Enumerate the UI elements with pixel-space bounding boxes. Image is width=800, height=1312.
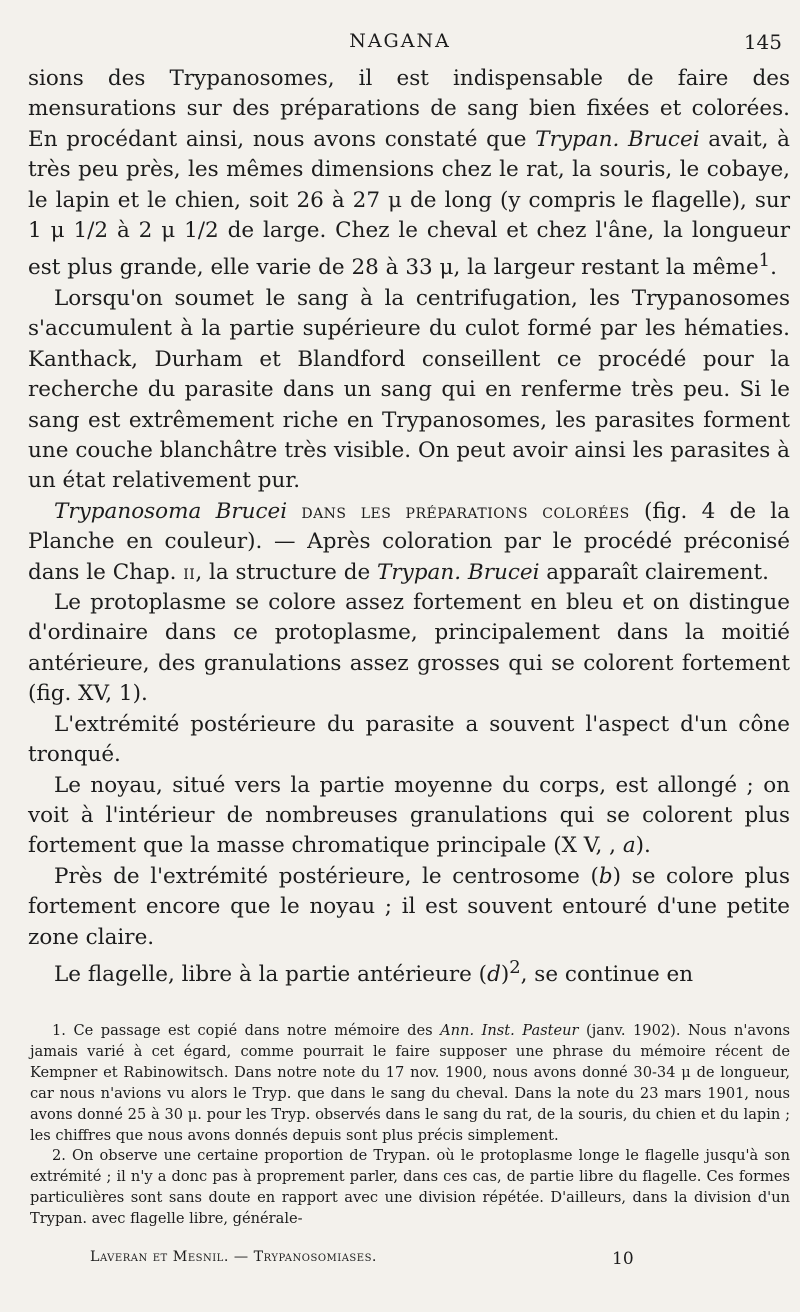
section-heading: dans les préparations colorées bbox=[287, 499, 630, 523]
text-run: ) bbox=[500, 962, 510, 988]
text-run: apparaît clairement. bbox=[539, 559, 769, 585]
chapter-number: ii bbox=[183, 560, 196, 584]
sheet-number: 10 bbox=[612, 1249, 634, 1269]
text-run: sions des Trypanosomes, il est indispensable de faire des mensurations sur des préparations de sang bien fixées et colorées. En procédant ainsi, nous avons constaté que bbox=[28, 66, 790, 152]
footnote-ref: 2 bbox=[509, 956, 521, 978]
text-run: 1. Ce passage est copié dans notre mémoire des bbox=[52, 1022, 441, 1039]
text-run: (fig. 4 de la Planche en couleur). — Après coloration par le procédé préconisé dans le Chap. bbox=[28, 498, 790, 585]
paragraph-nucleus bbox=[28, 771, 790, 862]
figure-label: a bbox=[622, 833, 636, 859]
paragraph-measurements bbox=[28, 64, 790, 284]
paragraph-centrifugation: Lorsqu'on soumet le sang à la centrifugation, les Trypanosomes s'accumulent à la partie supérieure du culot formé par les hématies. Kanthack, Durham et Blandford conseillent ce procédé pour la recherche du parasite dans un sang qui en renferme très peu. Si le sang est extrêmement riche en Trypanosomes, les parasites forment une couche blanchâtre très visible. On peut avoir ainsi les parasites à un état relativement pur. bbox=[28, 286, 790, 494]
paragraph-posterior-end: L'extrémité postérieure du parasite a souvent l'aspect d'un cône tronqué. bbox=[28, 711, 790, 768]
running-head: NAGANA bbox=[349, 30, 451, 52]
paragraph-protoplasm: Le protoplasme se colore assez fortement en bleu et on distingue d'ordinaire dans ce protoplasme, principalement dans la moitié antérieure, des granulations assez grosses qui se colorent fortement (fig. XV, 1). bbox=[28, 590, 790, 707]
main-text bbox=[28, 64, 790, 991]
text-run: Le noyau, situé vers la partie moyenne du corps, est allongé ; on voit à l'intérieur de nombreuses granulations qui se colorent plus fortement que la masse chromatique principale (X V, , bbox=[28, 772, 790, 859]
paragraph-stained-preparations bbox=[28, 497, 790, 588]
text-run: avait, à très peu près, les mêmes dimensions chez le rat, la souris, le cobaye, le lapin et le chien, soit 26 à 27 μ de long (y compris le flagelle), sur 1 μ 1/2 à 2 μ 1/2 de large. Chez le cheval et chez l'âne, la longueur est plus grande, elle varie de 28 à 33 μ, la largeur restant la même bbox=[28, 126, 790, 281]
page-number: 145 bbox=[743, 30, 782, 54]
text-run: Le flagelle, libre à la partie antérieure ( bbox=[54, 962, 488, 988]
journal-title: Ann. Inst. Pasteur bbox=[440, 1022, 579, 1039]
text-run: Près de l'extrémité postérieure, le centrosome ( bbox=[54, 863, 599, 889]
page-header bbox=[0, 30, 800, 60]
footnote-2: 2. On observe une certaine proportion de Trypan. où le protoplasme longe le flagelle jusqu'à son extrémité ; il n'y a donc pas à proprement parler, dans ces cas, de partie libre du flagelle. Ces formes particulières sont sans doute en rapport avec une division répétée. D'ailleurs, dans la division d'un Trypan. avec flagelle libre, générale- bbox=[30, 1147, 790, 1228]
species-name: Trypan. Brucei bbox=[535, 126, 700, 152]
species-name: Trypan. Brucei bbox=[377, 559, 540, 585]
text-run: (janv. 1902). Nous n'avons jamais varié à cet égard, comme pourrait le faire supposer une phrase du mémoire récent de Kempner et Rabinowitsch. Dans notre note du 17 nov. 1900, nous avons donné 30-34 μ de longueur, car nous n'avions vu alors le Tryp. que dans le sang du cheval. Dans la note du 23 mars 1901, nous avons donné 25 à 30 μ. pour les Tryp. observés dans le sang du rat, de la souris, du chien et du lapin ; les chiffres que nous avons donnés depuis sont plus précis simplement. bbox=[30, 1022, 790, 1144]
paragraph-centrosome bbox=[28, 862, 790, 953]
footer-authors: Laveran et Mesnil. — Trypanosomiases. bbox=[90, 1249, 377, 1265]
text-run: , se continue en bbox=[520, 962, 694, 988]
text-run: ). bbox=[635, 833, 651, 859]
page-footer bbox=[0, 1249, 800, 1273]
footnote-1 bbox=[30, 1021, 790, 1146]
text-run: , la structure de bbox=[195, 559, 378, 585]
species-name: Trypanosoma Brucei bbox=[54, 498, 288, 524]
paragraph-flagellum bbox=[28, 953, 790, 991]
text-run: ) se colore plus fortement encore que le noyau ; il est souvent entouré d'une petite zone claire. bbox=[28, 863, 790, 950]
figure-label: d bbox=[487, 962, 501, 988]
figure-label: b bbox=[598, 863, 613, 889]
text-run: . bbox=[770, 255, 777, 281]
footnote-ref: 1 bbox=[758, 250, 771, 272]
footnotes bbox=[30, 1021, 790, 1230]
